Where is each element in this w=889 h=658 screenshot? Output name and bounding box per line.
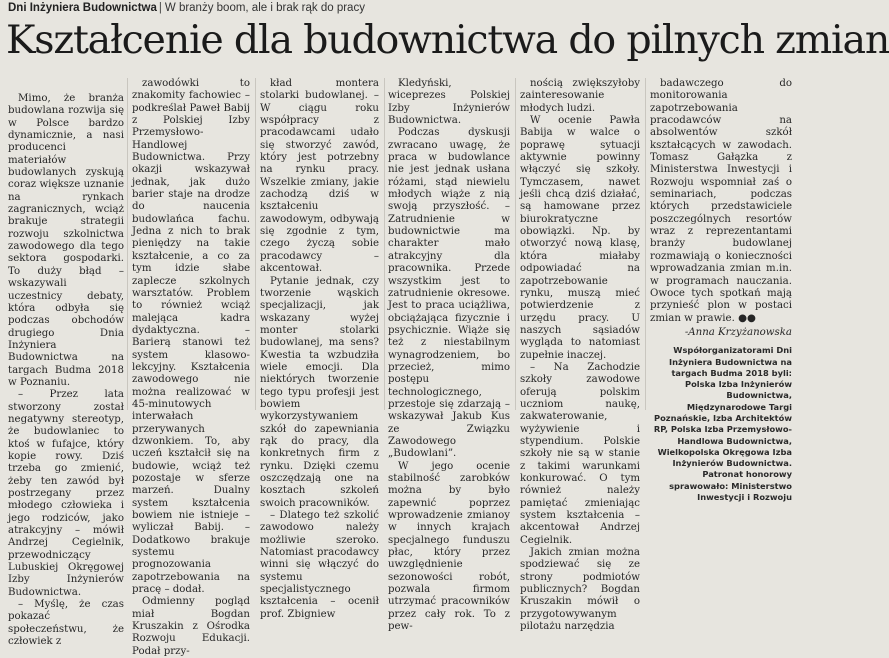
article-column-4 xyxy=(388,78,510,633)
article-column-6 xyxy=(650,78,792,503)
paragraph: Pytanie jednak, czy tworzenie wąskich specjalizacji, jak wskazany wyżej monter stolarki budowlanej, ma sens? Kwestia ta wzbudziła wiele emocji. Dla niektórych tworzenie tego typu profesji jest bowiem wykorzystywaniem szkół do zapewniania rąk do pracy, dla konkretnych firm z rynku. Dzięki czemu oszczędzają one na kosztach szkoleń swoich pracowników. xyxy=(260,275,379,509)
section-name: Dni Inżyniera Budownictwa xyxy=(8,2,157,14)
paragraph: Jakich zmian można spodziewać się ze strony podmiotów publicznych? Bogdan Kruszakin mówił o przygotowywanym pilotażu narzędzia xyxy=(520,547,640,633)
author-byline: -Anna Krzyżanowska xyxy=(684,326,792,338)
column-divider xyxy=(645,78,646,410)
article-column-1 xyxy=(8,93,124,648)
kicker-subtitle: W branży boom, ale i brak rąk do pracy xyxy=(164,2,365,14)
section-kicker xyxy=(8,1,788,16)
paragraph: – Dlatego też szkolić zawodowo należy możliwie szeroko. Natomiast pracodawcy winni się włączyć do systemu specjalistycznego kształcenia – ocenił prof. Zbigniew xyxy=(260,510,379,620)
paragraph: – Przez lata stworzony został negatywny stereotyp, że budowlaniec to ktoś w fufajce, który kopie rowy. Dziś trzeba go zmienić, żeby ten zawód był postrzegany przez młodego człowieka i jego rodziców, jako atrakcyjny – mówił Andrzej Cegielnik, przewodniczący Lubuskiej Okręgowej Izby Inżynierów Budownictwa. xyxy=(8,389,124,598)
paragraph: W ocenie Pawła Babija w walce o poprawę sytuacji aktywnie powinny włączyć się szkoły. Tymczasem, nawet jeśli chcą dziś działać, są hamowane przez biurokratyczne obowiązki. Np. by otworzyć nową klasę, która miałaby odpowiadać na zapotrzebowanie rynku, muszą mieć potwierdzenie z urzędu pracy. U naszych sąsiadów wygląda to natomiast zupełnie inaczej. xyxy=(520,115,640,361)
article-column-3 xyxy=(260,78,379,620)
paragraph: Odmienny pogląd miał Bogdan Kruszakin z Ośrodka Rozwoju Edukacji. Podał przy- xyxy=(132,596,250,657)
paragraph: Kledyński, wiceprezes Polskiej Izby Inżynierów Budownictwa. xyxy=(388,78,510,127)
paragraph: Mimo, że branża budowlana rozwija się w Polsce bardzo dynamicznie, a nasi producenci materiałów budowlanych zyskują coraz większe uznanie na rynkach zagranicznych, wciąż brakuje strategii rozwoju szkolnictwa zawodowego dla tego sektora gospodarki. To duży błąd – wskazywali uczestnicy debaty, która odbyła się podczas obchodów drugiego Dnia Inżyniera Budownictwa na targach Budma 2018 w Poznaniu. xyxy=(8,93,124,388)
kicker-separator: | xyxy=(158,2,162,14)
paragraph: zawodówki to znakomity fachowiec – podkreślał Paweł Babij z Polskiej Izby Przemysłowo-Handlowej Budownictwa. Przy okazji wskazywał jednak, jak dużo barier staje na drodze do naucenia budowlańca fachu. Jedna z nich to brak pieniędzy na takie kształcenie, a co za tym idzie słabe zaplecze szkolnych warsztatów. Problem to również wciąż malejąca kadra dydaktyczna. – Barierą stanowi też system klasowo-lekcyjny. Kształcenia zawodowego nie można realizować w 45-minutowych interwałach przerywanych dzwonkiem. To, aby uczeń kształcił się na budowie, wciąż też pozostaje w sferze marzeń. Dualny system kształcenia bowiem nie istnieje – wyliczał Babij. – Dodatkowo brakuje systemu prognozowania zapotrzebowania na pracę – dodał. xyxy=(132,78,250,596)
column-divider xyxy=(515,78,516,410)
paragraph: badawczego do monitorowania zapotrzebowania pracodawców na absolwentów szkół kształcących w zawodach. Tomasz Gałązka z Ministerstwa Inwestycji i Rozwoju wspomniał zaś o seminariach, podczas których przedstawiciele poszczególnych resortów wraz z reprezentantami branży budowlanej rozmawiają o konieczności wprowadzania zmian m.in. w programach nauczania. Owoce tych spotkań mają przynieść plon w postaci zmian w prawie. ●● xyxy=(650,78,792,324)
column-divider xyxy=(255,78,256,410)
paragraph: nością zwiększyłoby zainteresowanie młodych ludzi. xyxy=(520,78,640,114)
paragraph: W jego ocenie stabilność zarobków można by było zapewnić poprzez wprowadzenie zmianoy w innych krajach specjalnego funduszu płac, który przez uwzględnienie sezonowości robót, pozwala firmom utrzymać pracowników przez cały rok. To z pew- xyxy=(388,460,510,633)
article-column-2 xyxy=(132,78,250,657)
article-column-5 xyxy=(520,78,640,633)
article-headline: Kształcenie dla budownictwa do pilnych zmian xyxy=(6,17,889,63)
paragraph: – Na Zachodzie szkoły zawodowe oferują polskim uczniom naukę, zakwaterowanie, wyżywienie i stypendium. Polskie szkoły nie są w stanie z takimi warunkami konkurować. O tym również należy pamiętać zmieniając system kształcenia – akcentował Andrzej Cegielnik. xyxy=(520,361,640,546)
column-divider xyxy=(127,78,128,410)
paragraph: kład montera stolarki budowlanej. – W ciągu roku współpracy z pracodawcami udało się stworzyć zawód, który jest potrzebny na rynku pracy. Wszelkie zmiany, jakie zachodzą dziś w kształceniu zawodowym, odbywają się zgodnie z tym, czego życzą sobie pracodawcy – akcentował. xyxy=(260,78,379,275)
column-divider xyxy=(384,78,385,410)
paragraph: Podczas dyskusji zwracano uwagę, że praca w budowlance nie jest jednak usłana różami, stąd niewielu młodych wiąże z nią swoją przyszłość. – Zatrudnienie w budownictwie ma charakter mało atrakcyjny dla pracownika. Przede wszystkim jest to zatrudnienie okresowe. Jest to praca uciążliwa, obciążająca fizycznie i psychicznie. Wiąże się też z niestabilnym wynagrodzeniem, bo przecież, mimo postępu technologicznego, przestoje się zdarzają – wskazywał Jakub Kus ze Związku Zawodowego „Budowlani”. xyxy=(388,127,510,460)
paragraph: – Myślę, że czas pokazać społeczeństwu, że człowiek z xyxy=(8,599,124,648)
organizers-note: Współorganizatorami Dni Inżyniera Budownictwa na targach Budma 2018 byli: Polska Izba Inżynierów Budownictwa, Międzynarodowe Targi Poznańskie, Izba Architektów RP, Polska Izba Przemysłowo-Handlowa Budownictwa, Wielkopolska Okręgowa Izba Inżynierów Budownictwa. Patronat honorowy sprawowało: Ministerstwo Inwestycji i Rozwoju xyxy=(653,345,792,503)
